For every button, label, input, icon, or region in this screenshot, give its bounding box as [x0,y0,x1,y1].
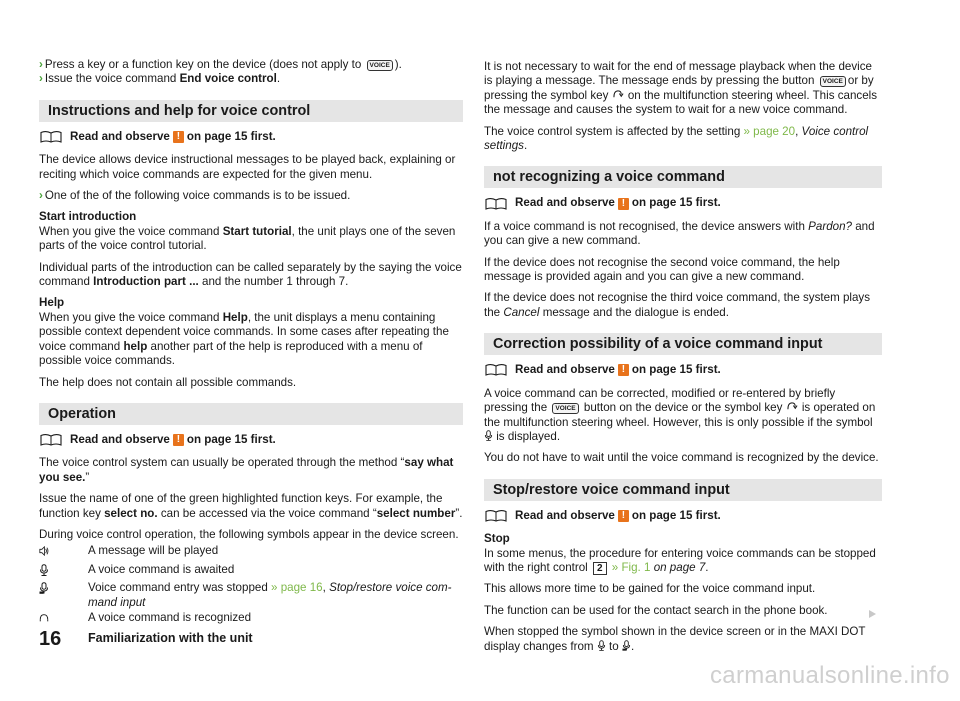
speaker-icon [39,545,49,557]
voice-key-icon: VOICE [552,403,578,414]
microphone-stopped-icon [39,582,49,594]
microphone-icon [597,640,606,651]
warning-icon: ! [618,510,629,522]
chapter-title: Familiarization with the unit [88,631,253,645]
bullet-press-key: › Press a key or a function key on the device (does not apply to VOICE ). [39,58,402,71]
symbol-list [39,544,463,628]
introduction-parts-paragraph: Individual parts of the introduction can be called separately by the saying the voice command Introduction part ... and the number 1 through 7. [39,260,462,289]
settings-paragraph: The voice control system is affected by the setting » page 20, Voice control settings. [484,124,869,153]
operation-paragraph-2: Issue the name of one of the green highlighted function keys. For example, the function key select no. can be accessed via the voice command “select number”. [39,492,463,520]
not-recognized-paragraph-1: If a voice command is not recognised, the device answers with Pardon? and you can give a new command. [484,219,875,248]
read-observe-note: Read and observe ! on page 15 first. [484,509,882,523]
playback-paragraph: It is not necessary to wait for the end of message playback when the device is playing a message. The message ends by pressing the button VOICE or by pressing the symbol key on the multifunction steering wheel. This cancels the message and causes the system to wait for a new voice command. [484,60,878,117]
page-link[interactable]: » page 16 [271,581,323,595]
section-heading-instructions: Instructions and help for voice control [39,100,463,122]
voice-key-icon: VOICE [820,76,846,87]
symbol-row: A message will be played [39,544,463,561]
read-observe-note: Read and observe ! on page 15 first. [484,196,882,210]
book-icon [485,198,507,210]
not-recognized-paragraph-2: If the device does not recognise the second voice command, the help message is provided again and you can give a new command. [484,255,840,284]
warning-icon: ! [173,434,184,446]
symbol-row: A voice command is awaited [39,563,463,580]
start-introduction-block: Start introduction When you give the voice command Start tutorial, the unit plays one of the seven parts of the voice control tutorial. [39,210,456,253]
not-recognized-paragraph-3: If the device does not recognise the third voice command, the system plays the Cancel message and the dialogue is ended. [484,291,871,319]
left-column [39,58,463,629]
bullet-end-voice-control: › Issue the voice command End voice control. [39,72,281,86]
operation-paragraph-1: The voice control system can usually be operated through the method “say what you see.” [39,456,454,484]
stop-restore-paragraph-3: The function can be used for the contact search in the phone book. [484,603,828,617]
microphone-icon [39,564,49,576]
instructions-paragraph: The device allows device instructional messages to be played back, explaining or reciting which voice commands are expected for the given menu. [39,153,456,181]
warning-icon: ! [173,131,184,143]
help-block: Help When you give the voice command Help, the unit displays a menu containing possible context dependent voice commands. In some cases after repeating the voice command help another part of the help is reproduced with a menu of possible voice commands. [39,296,449,368]
stop-restore-paragraph-2: This allows more time to be gained for the voice command input. [484,582,816,596]
warning-icon: ! [618,198,629,210]
section-heading-not-recognizing: not recognizing a voice command [484,166,882,188]
correction-paragraph-1: A voice command can be corrected, modified or re-entered by briefly pressing the VOICE button on the device or the symbol key is operated on the multifunction steering wheel. However, this is only possible if the symbol is displayed. [484,386,876,443]
stop-block: Stop In some menus, the procedure for entering voice commands can be stopped with the right control 2 » Fig. 1 on page 7. [484,532,876,574]
book-icon [40,131,62,143]
help-note: The help does not contain all possible commands. [39,375,297,389]
read-observe-note: Read and observe ! on page 15 first. [484,363,882,377]
steering-wheel-key-icon [612,89,625,100]
book-icon [485,510,507,522]
book-icon [485,364,507,376]
voice-key-icon: VOICE [367,60,393,71]
bullet-arrow-icon: › [39,58,43,71]
warning-icon: ! [618,364,629,376]
page-link[interactable]: » page 20 [743,124,796,138]
page-number: 16 [39,628,62,650]
recognized-icon [39,612,49,624]
symbol-row: A voice command is recognized [39,611,463,628]
continue-arrow-icon [868,609,877,619]
steering-wheel-key-icon [786,401,799,412]
microphone-stopped-icon [622,640,631,651]
book-icon [40,434,62,446]
watermark: carmanualsonline.info [710,662,950,689]
section-heading-stop-restore: Stop/restore voice command input [484,479,882,501]
bullet-arrow-icon: › [39,72,43,86]
control-number-badge: 2 [593,562,607,575]
symbol-row: Voice command entry was stopped » page 16, Stop/restore voice command input [39,581,463,610]
bullet-voice-commands: › One of the of the following voice commands is to be issued. [39,189,351,203]
microphone-icon [484,430,493,441]
figure-link[interactable]: » Fig. 1 [611,560,651,574]
section-heading-operation: Operation [39,403,463,425]
read-observe-note: Read and observe ! on page 15 first. [39,433,463,447]
operation-paragraph-3: During voice control operation, the following symbols appear in the device screen. [39,527,459,541]
read-observe-note: Read and observe ! on page 15 first. [39,130,463,144]
stop-restore-paragraph-4: When stopped the symbol shown in the device screen or in the MAXI DOT display changes from to . [484,625,866,653]
bullet-arrow-icon: › [39,189,43,203]
section-heading-correction: Correction possibility of a voice command input [484,333,882,355]
right-column [484,60,882,661]
correction-paragraph-2: You do not have to wait until the voice command is recognized by the device. [484,451,879,465]
